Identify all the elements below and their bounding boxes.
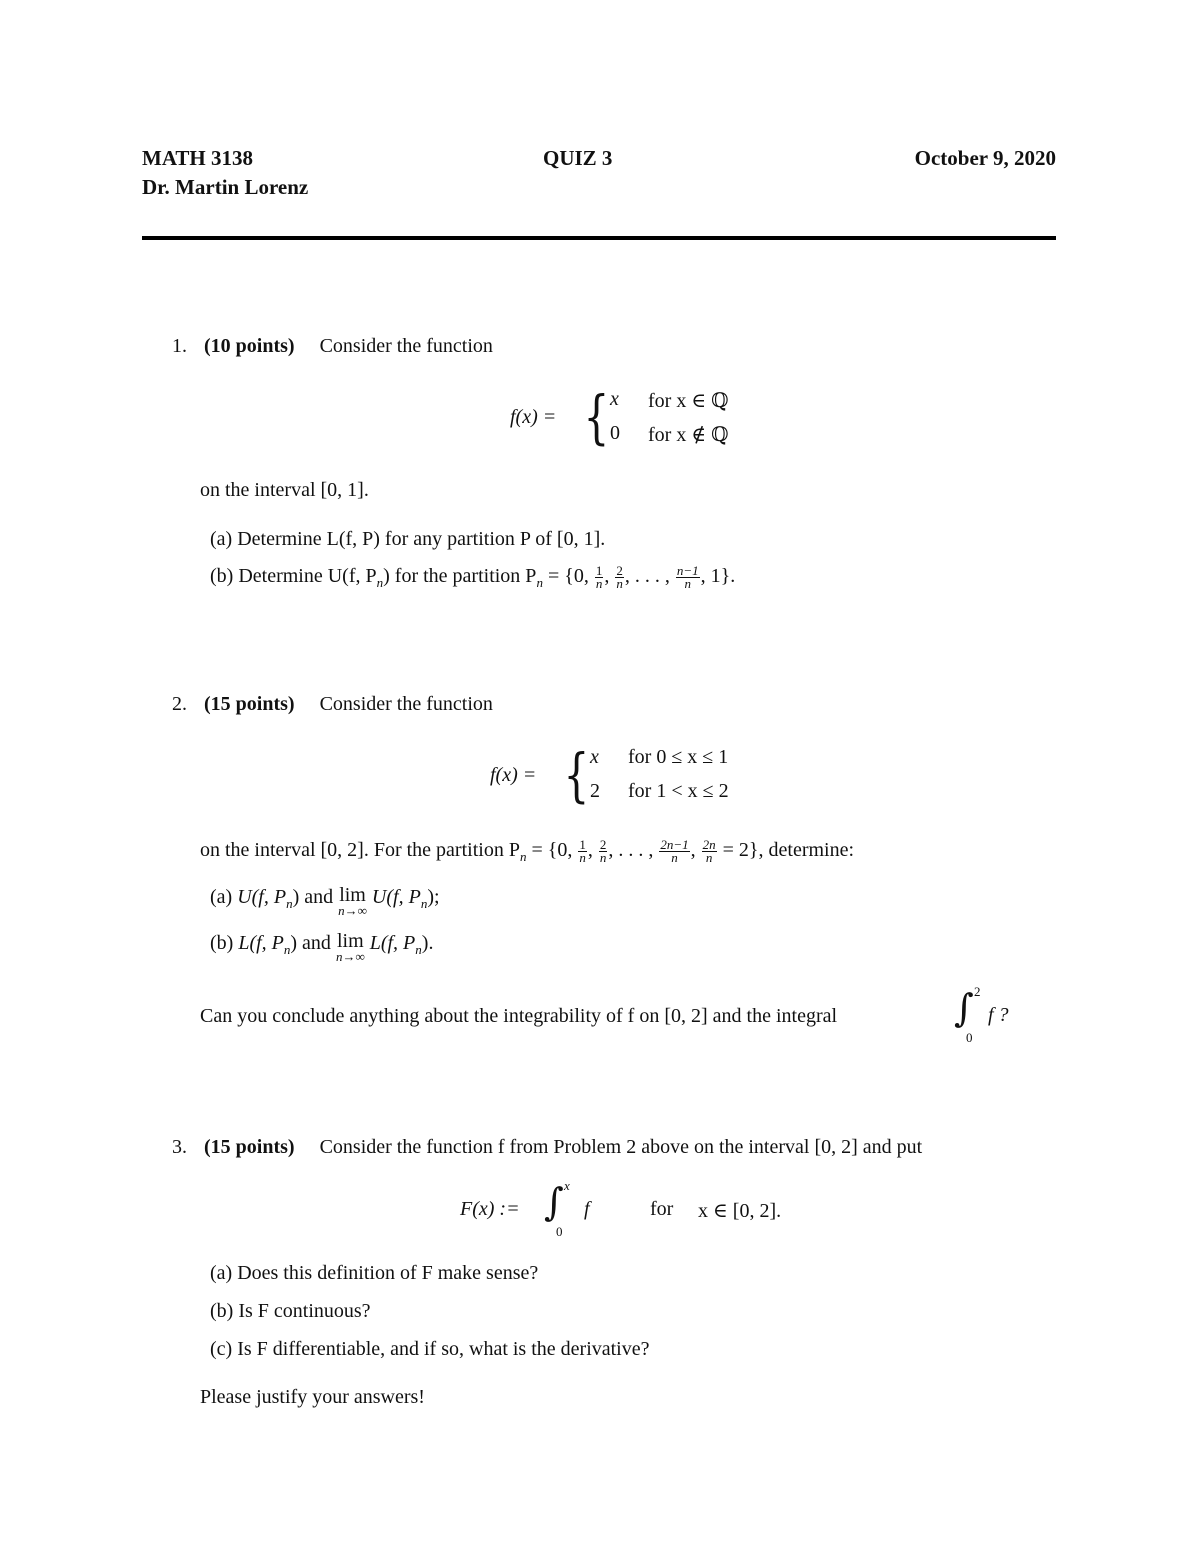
problem-2-part-a-post: U(f, P: [371, 886, 421, 908]
problem-2-part-b-post: L(f, P: [369, 932, 416, 954]
quiz-title: QUIZ 3: [543, 146, 613, 170]
problem-3-part-c-label: (c): [210, 1338, 233, 1360]
limit-operator: lim n→∞: [338, 884, 367, 918]
problem-3-intro: Consider the function f from Problem 2 above on the interval [0, 2] and put: [319, 1136, 923, 1158]
problem-2-interval-pre: on the interval [0, 2]. For the partition P: [200, 839, 520, 861]
problem-1-intro: Consider the function: [319, 335, 493, 357]
problem-1-case2-condition: for x ∉ ℚ: [648, 424, 729, 446]
integral-integrand: f ?: [988, 1004, 1009, 1026]
fraction-2nm1-over-n: $\frac{2n-1}{n}$: [660, 836, 689, 865]
problem-2-part-a-label: (a): [210, 886, 233, 908]
problem-2-case1-condition: for 0 ≤ x ≤ 1: [628, 746, 729, 768]
subscript-n: n: [283, 942, 291, 957]
instructor-name: Dr. Martin Lorenz: [142, 175, 309, 199]
subscript-n: n: [536, 575, 543, 590]
problem-1-fx: f(x) =: [510, 406, 557, 428]
problem-2-interval-eq: = 2}, determine:: [717, 839, 855, 861]
left-brace-icon: {: [583, 383, 610, 451]
fraction-nm1-over-n: $\frac{n-1}{n}$: [676, 562, 699, 591]
problem-2-heading: [172, 692, 493, 716]
problem-2-interval: on the interval [0, 2]. For the partition $P_n = \{0$, $\frac{1}{n}$ , $\frac{2}{n}$ , . . . , $\frac{2n-1}{n}$ , $\frac{2n}{n}$ = 2}, determine:: [200, 836, 855, 865]
problem-2-points: (15 points): [204, 693, 295, 715]
problem-1-part-a-text: Determine L(f, P) for any partition P of [0, 1].: [237, 528, 606, 550]
problem-3-closing: Please justify your answers!: [200, 1386, 425, 1408]
problem-3-part-a-label: (a): [210, 1262, 233, 1284]
problem-2-integral: [954, 986, 1024, 1046]
problem-2-part-a-pre: U(f, P: [237, 886, 287, 908]
ellipsis: , . . . ,: [624, 565, 675, 587]
problem-1-case1-value: x: [610, 388, 619, 410]
problem-1-interval: on the interval [0, 1].: [200, 479, 369, 501]
problem-1-case1-condition: for x ∈ ℚ: [648, 390, 729, 412]
subscript-n: n: [519, 849, 527, 864]
integral-lower-limit: 0: [556, 1224, 563, 1239]
problem-3-part-b-text: Is F continuous?: [238, 1300, 371, 1322]
problem-2-part-b-and: ) and: [290, 932, 331, 954]
integral-sign-icon: ∫: [544, 1180, 564, 1224]
subscript-n: n: [376, 575, 384, 590]
problem-3-points: (15 points): [204, 1136, 295, 1158]
subscript-n: n: [286, 896, 293, 911]
problem-3-domain: x ∈ [0, 2].: [698, 1200, 782, 1222]
quiz-date: October 9, 2020: [914, 146, 1056, 170]
problem-3-number: 3.: [172, 1136, 187, 1158]
problem-3-for: for: [650, 1198, 674, 1220]
problem-3-definition: [460, 1178, 820, 1238]
problem-1-heading: [172, 334, 493, 358]
fraction-2-over-n: $\frac{2}{n}$: [616, 562, 623, 591]
problem-2-part-b-end: ).: [421, 932, 434, 954]
integral-upper-limit: x: [564, 1178, 570, 1193]
problem-1-part-b-end: , 1}.: [700, 565, 736, 587]
header-divider: [142, 236, 1056, 240]
limit-operator: lim n→∞: [335, 930, 365, 964]
fraction-2-over-n: $\frac{2}{n}$: [599, 836, 607, 865]
integral-lower-limit: 0: [966, 1030, 973, 1045]
problem-1-part-b-eq: = {0,: [542, 565, 594, 587]
problem-3-Fx: F(x) :=: [460, 1198, 520, 1220]
problem-3-heading: [172, 1135, 922, 1159]
integral-upper-limit: 2: [974, 984, 981, 999]
problem-1-part-a: [210, 527, 605, 551]
problem-2-fx: f(x) =: [490, 764, 537, 786]
problem-1-part-a-label: (a): [210, 528, 233, 550]
problem-3-part-b: [210, 1299, 371, 1323]
problem-2-part-b-label: (b): [210, 932, 234, 954]
fraction-1-over-n: $\frac{1}{n}$: [579, 836, 586, 865]
problem-1-case2-value: 0: [610, 422, 620, 444]
problem-2-intro: Consider the function: [319, 693, 493, 715]
problem-2-number: 2.: [172, 693, 187, 715]
integral-sign-icon: ∫: [954, 986, 974, 1030]
subscript-n: n: [415, 942, 422, 957]
problem-1-part-b: (b) Determine U(f, $P_n$) for the partition $P_n = \{0$, $\frac{1}{n}$ , $\frac{2}{n}$ , . . . , $\frac{n-1}{n}$ , 1}.: [210, 562, 736, 591]
integral-integrand: f: [584, 1198, 590, 1220]
problem-3-part-c: [210, 1337, 650, 1361]
problem-2-part-b: [210, 931, 433, 963]
problem-1-part-b-label: (b): [210, 565, 234, 587]
problem-2-case2-condition: for 1 < x ≤ 2: [628, 780, 729, 802]
problem-1-points: (10 points): [204, 335, 295, 357]
subscript-n: n: [420, 896, 428, 911]
problem-1-number: 1.: [172, 335, 187, 357]
ellipsis: , . . . ,: [608, 839, 659, 861]
problem-3-part-c-text: Is F differentiable, and if so, what is the derivative?: [237, 1338, 650, 1360]
problem-3-part-b-label: (b): [210, 1300, 234, 1322]
problem-2-part-b-pre: L(f, P: [238, 932, 284, 954]
fraction-1-over-n: $\frac{1}{n}$: [595, 562, 603, 591]
problem-3-part-a: [210, 1261, 538, 1285]
problem-2-part-a-end: );: [427, 886, 440, 908]
left-brace-icon: {: [563, 741, 590, 809]
course-code: MATH 3138: [142, 146, 254, 170]
problem-2-interval-mid: = {0,: [526, 839, 578, 861]
fraction-2n-over-n: $\frac{2n}{n}$: [702, 836, 716, 865]
problem-2-case1-value: x: [590, 746, 599, 768]
problem-2-part-a: [210, 885, 440, 917]
problem-1-part-b-mid: ) for the partition P: [383, 565, 537, 587]
problem-2-part-a-and: ) and: [292, 886, 334, 908]
problem-2-case2-value: 2: [590, 780, 600, 802]
problem-2-question: Can you conclude anything about the integrability of f on [0, 2] and the integral: [200, 1005, 838, 1027]
problem-3-part-a-text: Does this definition of F make sense?: [237, 1262, 539, 1284]
problem-1-part-b-pre: Determine U(f, P: [238, 565, 377, 587]
